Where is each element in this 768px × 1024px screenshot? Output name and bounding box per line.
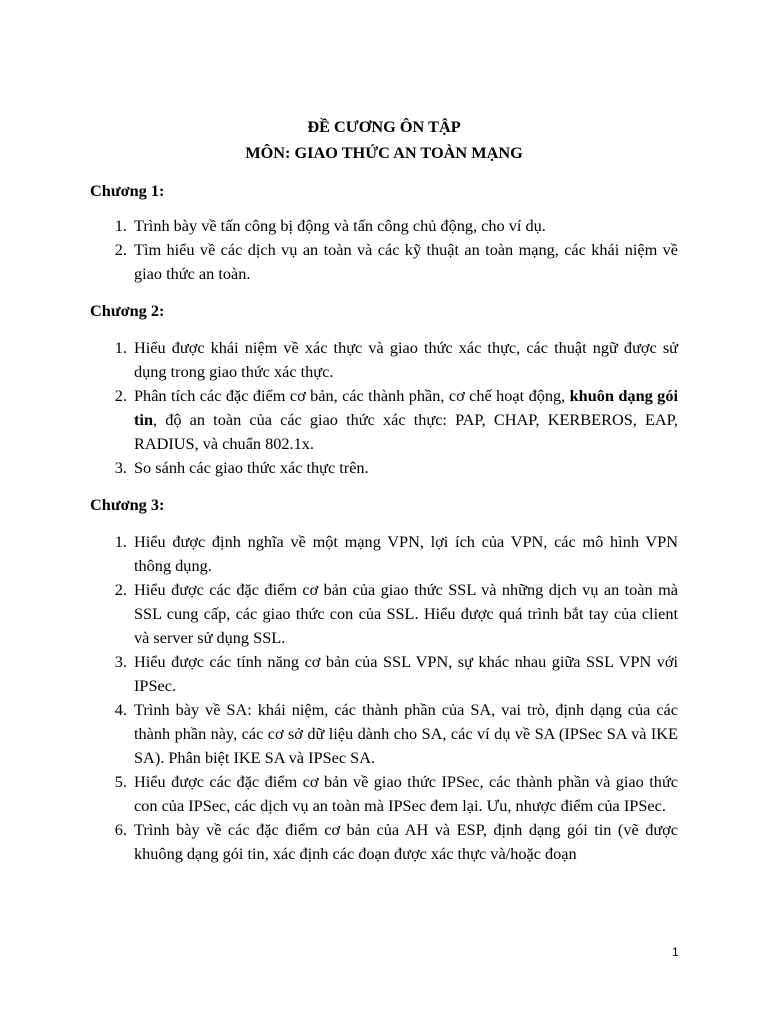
item-text: Hiểu được khái niệm về xác thực và giao thức xác thực, các thuật ngữ được sử dụng trong giao thức xác thực. (134, 338, 678, 381)
item-number: 4. (114, 700, 127, 719)
list-item (90, 214, 678, 238)
item-text: Hiểu được các đặc điểm cơ bản về giao thức IPSec, các thành phần và giao thức con của IPSec, các dịch vụ an toàn mà IPSec đem lại. Ưu, nhược điểm của IPSec. (134, 772, 678, 815)
item-number: 1. (114, 532, 127, 551)
item-number: 2. (114, 240, 127, 259)
list-item (90, 650, 678, 698)
item-number: 2. (114, 580, 127, 599)
item-text: Trình bày về các đặc điểm cơ bản của AH và ESP, định dạng gói tin (vẽ được khuông dạng gói tin, xác định các đoạn được xác thực và/hoặc đoạn (134, 820, 678, 863)
item-number: 1. (114, 216, 127, 235)
list-item (90, 336, 678, 384)
chapter-3-heading: Chương 3: (90, 495, 165, 514)
chapter-1-heading: Chương 1: (90, 181, 165, 200)
list-item (90, 578, 678, 650)
item-text: Hiểu được các tính năng cơ bản của SSL VPN, sự khác nhau giữa SSL VPN với IPSec. (134, 652, 678, 695)
item-number: 1. (114, 338, 127, 357)
chapter-1-list (90, 214, 678, 286)
list-item (90, 818, 678, 866)
item-text: Trình bày về tấn công bị động và tấn công chủ động, cho ví dụ. (134, 216, 546, 235)
item-number: 5. (114, 772, 127, 791)
item-text: Tìm hiểu về các dịch vụ an toàn và các kỹ thuật an toàn mạng, các khái niệm về giao thức an toàn. (134, 240, 678, 283)
item-number: 3. (114, 652, 127, 671)
item-number: 6. (114, 820, 127, 839)
item-text: Trình bày về SA: khái niệm, các thành phần của SA, vai trò, định dạng của các thành phần này, các cơ sở dữ liệu dành cho SA, các ví dụ về SA (IPSec SA và IKE SA). Phân biệt IKE SA và IPSec SA. (134, 700, 678, 767)
list-item (90, 238, 678, 286)
list-item (90, 384, 678, 456)
item-text: So sánh các giao thức xác thực trên. (134, 458, 369, 477)
item-number: 3. (114, 458, 127, 477)
title-line-1: ĐỀ CƯƠNG ÔN TẬP (307, 117, 461, 136)
list-item (90, 530, 678, 578)
item-number: 2. (114, 386, 127, 405)
chapter-2-list (90, 336, 678, 480)
item-text-end: , độ an toàn của các giao thức xác thực: PAP, CHAP, KERBEROS, EAP, RADIUS, và chuẩn 802.1x. (134, 410, 678, 453)
item-text: Hiểu được định nghĩa về một mạng VPN, lợi ích của VPN, các mô hình VPN thông dụng. (134, 532, 678, 575)
document-body (90, 114, 678, 866)
list-item (90, 456, 678, 480)
item-text (134, 384, 678, 456)
chapter-2-heading: Chương 2: (90, 301, 165, 320)
document-title (90, 114, 678, 166)
item-text-start: Phân tích các đặc điểm cơ bản, các thành phần, cơ chế hoạt động, (134, 386, 570, 405)
chapter-3-list (90, 530, 678, 866)
item-text-bold: khuôn dạng gói tin (134, 386, 678, 429)
list-item (90, 698, 678, 770)
title-line-2: MÔN: GIAO THỨC AN TOÀN MẠNG (245, 143, 523, 162)
list-item (90, 770, 678, 818)
page-number: 1 (672, 945, 679, 959)
item-text: Hiểu được các đặc điểm cơ bản của giao thức SSL và những dịch vụ an toàn mà SSL cung cấp, các giao thức con của SSL. Hiểu được quá trình bắt tay của client và server sử dụng SSL. (134, 580, 678, 647)
